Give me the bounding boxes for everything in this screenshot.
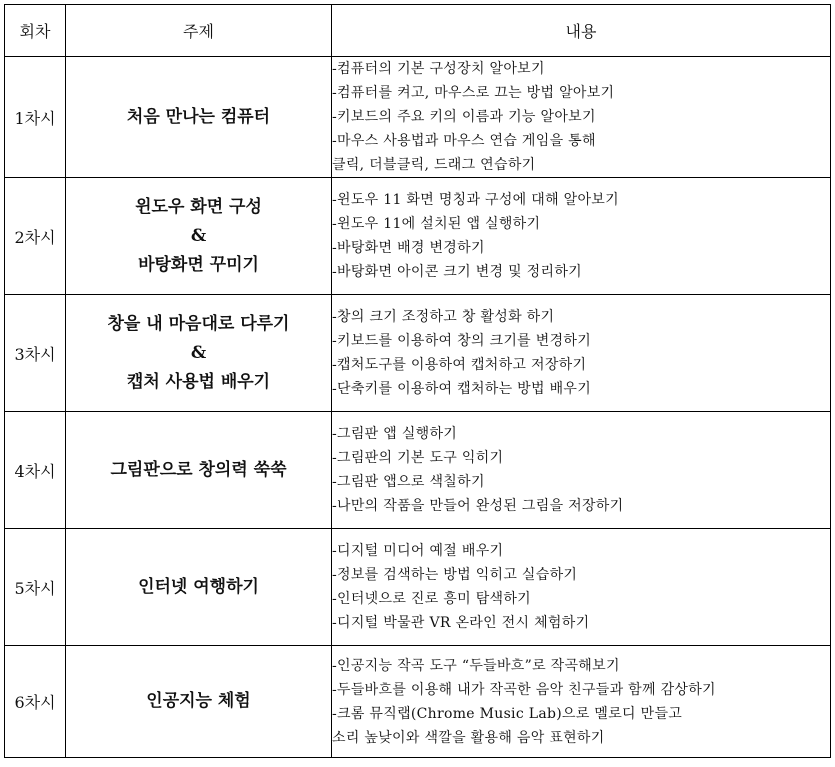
topic-cell bbox=[66, 529, 332, 646]
session-cell: 5차시 bbox=[5, 529, 66, 646]
content-item: -디지털 박물관 VR 온라인 전시 체험하기 bbox=[332, 615, 590, 631]
content-cell bbox=[332, 57, 831, 178]
topic-cell bbox=[66, 295, 332, 412]
content-item: -인터넷으로 진로 흥미 탐색하기 bbox=[332, 591, 531, 607]
topic-line: 처음 만나는 컴퓨터 bbox=[126, 106, 271, 127]
content-cell bbox=[332, 295, 831, 412]
content-item: -컴퓨터를 켜고, 마우스로 끄는 방법 알아보기 bbox=[332, 85, 615, 101]
session-cell: 1차시 bbox=[5, 57, 66, 178]
content-item: -창의 크기 조정하고 창 활성화 하기 bbox=[332, 309, 555, 325]
content-item: -정보를 검색하는 방법 익히고 실습하기 bbox=[332, 567, 578, 583]
content-item: -윈도우 11에 설치된 앱 실행하기 bbox=[332, 216, 541, 232]
content-item: -컴퓨터의 기본 구성장치 알아보기 bbox=[332, 61, 545, 77]
content-cell bbox=[332, 178, 831, 295]
content-item: -바탕화면 배경 변경하기 bbox=[332, 240, 485, 256]
session-cell: 4차시 bbox=[5, 412, 66, 529]
content-item: -두들바흐를 이용해 내가 작곡한 음악 친구들과 함께 감상하기 bbox=[332, 681, 716, 698]
table-row bbox=[5, 57, 831, 178]
content-cell bbox=[332, 529, 831, 646]
topic-line: 그림판으로 창의력 쑥쑥 bbox=[110, 459, 287, 480]
content-item: -인공지능 작곡 도구 “두들바흐”로 작곡해보기 bbox=[332, 657, 620, 674]
table-row bbox=[5, 412, 831, 529]
content-cell bbox=[332, 412, 831, 529]
content-item: -단축키를 이용하여 캡처하는 방법 배우기 bbox=[332, 381, 592, 397]
content-cell bbox=[332, 646, 831, 758]
content-item: -마우스 사용법과 마우스 연습 게임을 통해 bbox=[332, 133, 596, 149]
session-cell: 3차시 bbox=[5, 295, 66, 412]
topic-line: & bbox=[190, 342, 207, 363]
topic-line: 캡처 사용법 배우기 bbox=[126, 371, 271, 392]
topic-cell bbox=[66, 412, 332, 529]
content-item: -바탕화면 아이콘 크기 변경 및 정리하기 bbox=[332, 264, 582, 280]
header-session: 회차 bbox=[5, 5, 66, 57]
content-item: -그림판 앱 실행하기 bbox=[332, 426, 458, 442]
content-item: 클릭, 더블클릭, 드래그 연습하기 bbox=[332, 157, 536, 173]
topic-line: 윈도우 화면 구성 bbox=[135, 196, 262, 217]
content-item: -나만의 작품을 만들어 완성된 그림을 저장하기 bbox=[332, 498, 624, 514]
session-cell: 2차시 bbox=[5, 178, 66, 295]
content-item: -그림판 앱으로 색칠하기 bbox=[332, 474, 485, 490]
topic-cell bbox=[66, 646, 332, 758]
header-topic: 주제 bbox=[66, 5, 332, 57]
content-item: -캡처도구를 이용하여 캡처하고 저장하기 bbox=[332, 357, 587, 373]
table-row bbox=[5, 295, 831, 412]
content-item: -윈도우 11 화면 명칭과 구성에 대해 알아보기 bbox=[332, 192, 619, 208]
table-row bbox=[5, 646, 831, 758]
content-item: 소리 높낮이와 색깔을 활용해 음악 표현하기 bbox=[332, 729, 605, 746]
topic-line: 인터넷 여행하기 bbox=[138, 576, 259, 597]
topic-line: 인공지능 체험 bbox=[146, 691, 251, 711]
table-row bbox=[5, 529, 831, 646]
content-item: -크롬 뮤직랩(Chrome Music Lab)으로 멜로디 만들고 bbox=[332, 705, 683, 722]
content-item: -키보드를 이용하여 창의 크기를 변경하기 bbox=[332, 333, 592, 349]
header-row bbox=[5, 5, 831, 57]
topic-cell bbox=[66, 57, 332, 178]
topic-line: 바탕화면 꾸미기 bbox=[138, 254, 259, 275]
header-content: 내용 bbox=[332, 5, 831, 57]
curriculum-table bbox=[4, 4, 831, 758]
session-cell: 6차시 bbox=[5, 646, 66, 758]
content-item: -디지털 미디어 예절 배우기 bbox=[332, 543, 504, 559]
topic-line: 창을 내 마음대로 다루기 bbox=[107, 313, 290, 334]
content-item: -그림판의 기본 도구 익히기 bbox=[332, 450, 504, 466]
topic-cell bbox=[66, 178, 332, 295]
topic-line: & bbox=[190, 225, 207, 246]
content-item: -키보드의 주요 키의 이름과 기능 알아보기 bbox=[332, 109, 596, 125]
table-row bbox=[5, 178, 831, 295]
